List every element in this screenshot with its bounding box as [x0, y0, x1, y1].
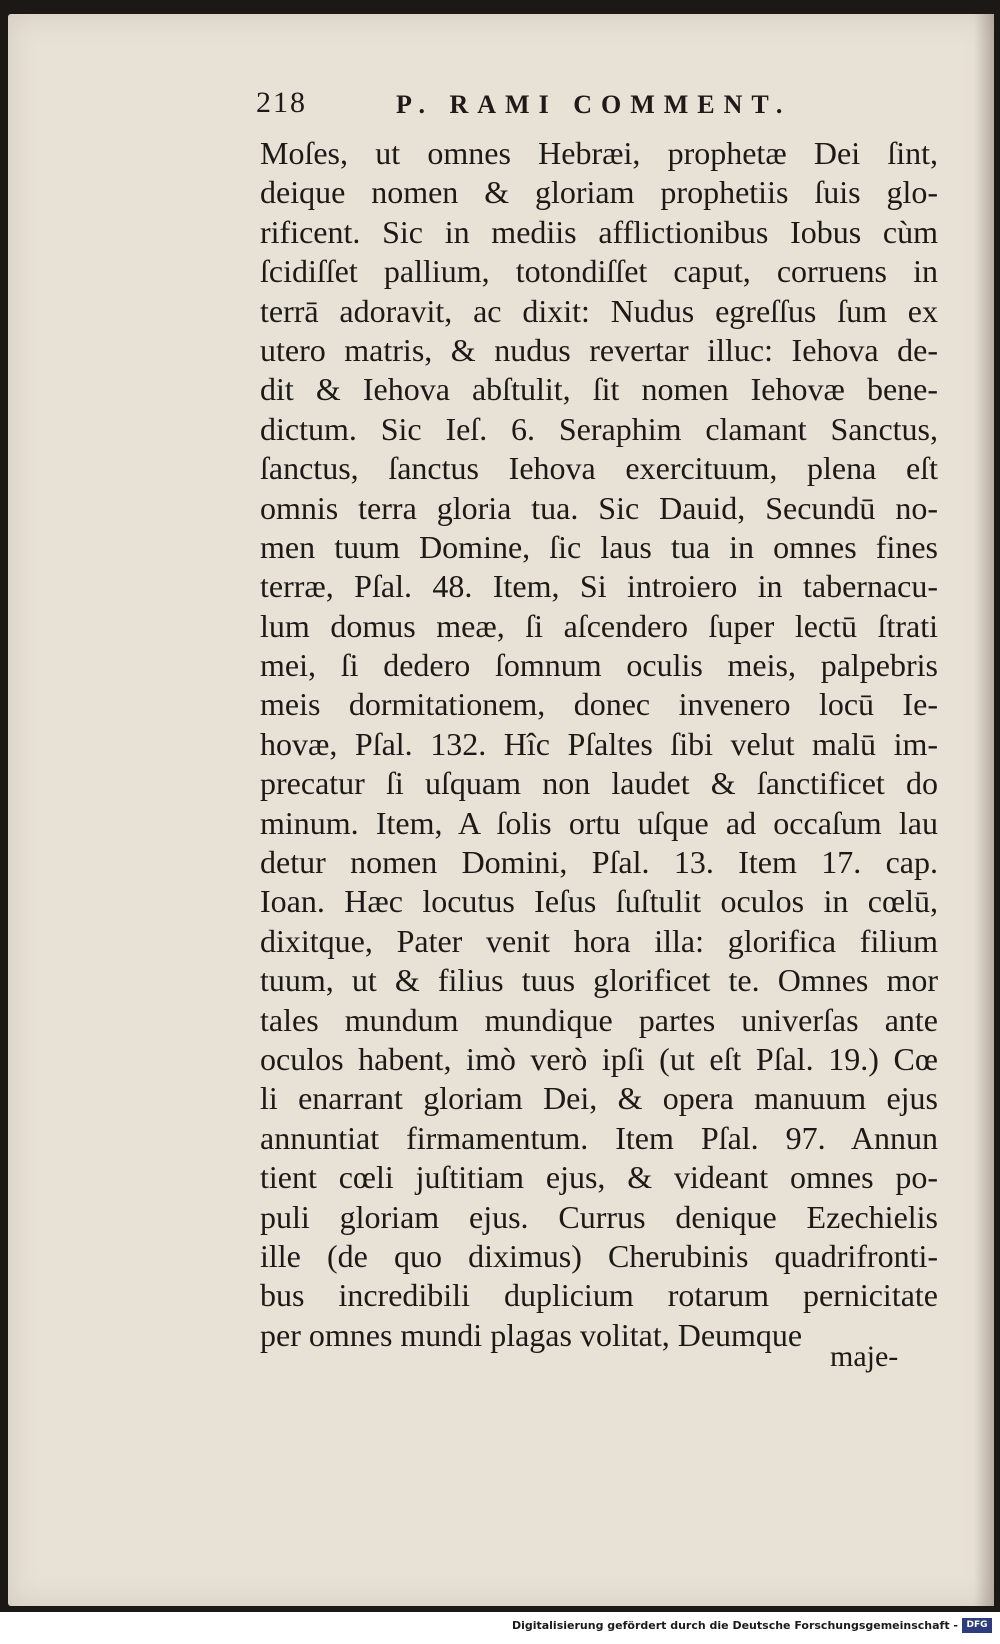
- text-line: men tuum Domine, ſic laus tua in omnes fines: [260, 528, 938, 565]
- text-line: oculos habent, imò verò ipſi (ut eſt Pſal. 19.) Cœ: [260, 1040, 938, 1077]
- text-line: bus incredibili duplicium rotarum pernicitate: [260, 1277, 938, 1314]
- text-line: dictum. Sic Ieſ. 6. Seraphim clamant Sanctus,: [260, 410, 938, 447]
- text-line: terrā adoravit, ac dixit: Nudus egreſſus ſum ex: [260, 292, 938, 329]
- footer-credit: Digitalisierung gefördert durch die Deutsche Forschungsgemeinschaft -: [511, 1619, 958, 1632]
- text-line: utero matris, & nudus revertar illuc: Iehova de-: [260, 331, 938, 368]
- catchword: maje-: [830, 1340, 899, 1373]
- text-line: precatur ſi uſquam non laudet & ſanctificet do: [260, 765, 938, 802]
- text-line: puli gloriam ejus. Currus denique Ezechielis: [260, 1198, 938, 1235]
- text-line: hovæ, Pſal. 132. Hîc Pſaltes ſibi velut malū im-: [260, 725, 938, 762]
- page-number: 218: [256, 86, 307, 119]
- text-line: meis dormitationem, donec invenero locū Ie-: [260, 686, 938, 723]
- text-line: Ioan. Hæc locutus Ieſus ſuſtulit oculos in cœlū,: [260, 883, 938, 920]
- text-line: terræ, Pſal. 48. Item, Si introiero in tabernacu-: [260, 568, 938, 605]
- text-line: dixitque, Pater venit hora illa: glorifica filium: [260, 922, 938, 959]
- text-line: annuntiat firmamentum. Item Pſal. 97. Annun: [260, 1119, 938, 1156]
- text-line: dit & Iehova abſtulit, ſit nomen Iehovæ bene-: [260, 371, 938, 408]
- text-line: omnis terra gloria tua. Sic Dauid, Secundū no-: [260, 489, 938, 526]
- text-line: li enarrant gloriam Dei, & opera manuum ejus: [260, 1080, 938, 1117]
- text-line: lum domus meæ, ſi aſcendero ſuper lectū ſtrati: [260, 607, 938, 644]
- body-text: [260, 134, 938, 1355]
- footer-bar: [0, 1612, 1000, 1644]
- page-header: [256, 86, 856, 126]
- text-line: ille (de quo diximus) Cherubinis quadrifronti-: [260, 1237, 938, 1274]
- text-line: tales mundum mundique partes univerſas ante: [260, 1001, 938, 1038]
- dfg-logo: DFG: [962, 1618, 992, 1633]
- running-head: P. RAMI COMMENT.: [396, 90, 792, 119]
- text-line: mei, ſi dedero ſomnum oculis meis, palpebris: [260, 647, 938, 684]
- text-line: deique nomen & gloriam prophetiis ſuis glo-: [260, 174, 938, 211]
- spine-shadow: [974, 14, 994, 1606]
- text-line: per omnes mundi plagas volitat, Deumque: [260, 1316, 803, 1353]
- text-line: detur nomen Domini, Pſal. 13. Item 17. cap.: [260, 844, 938, 881]
- text-line: ſcidiſſet pallium, totondiſſet caput, corruens in: [260, 253, 938, 290]
- text-line: tient cœli juſtitiam ejus, & videant omnes po-: [260, 1159, 938, 1196]
- text-line: minum. Item, A ſolis ortu uſque ad occaſum lau: [260, 804, 938, 841]
- text-line: rificent. Sic in mediis afflictionibus Iobus cùm: [260, 213, 938, 250]
- text-line: tuum, ut & filius tuus glorificet te. Omnes mor: [260, 962, 938, 999]
- text-line: Moſes, ut omnes Hebræi, prophetæ Dei ſint,: [260, 135, 938, 171]
- text-line: ſanctus, ſanctus Iehova exercituum, plena eſt: [260, 450, 938, 487]
